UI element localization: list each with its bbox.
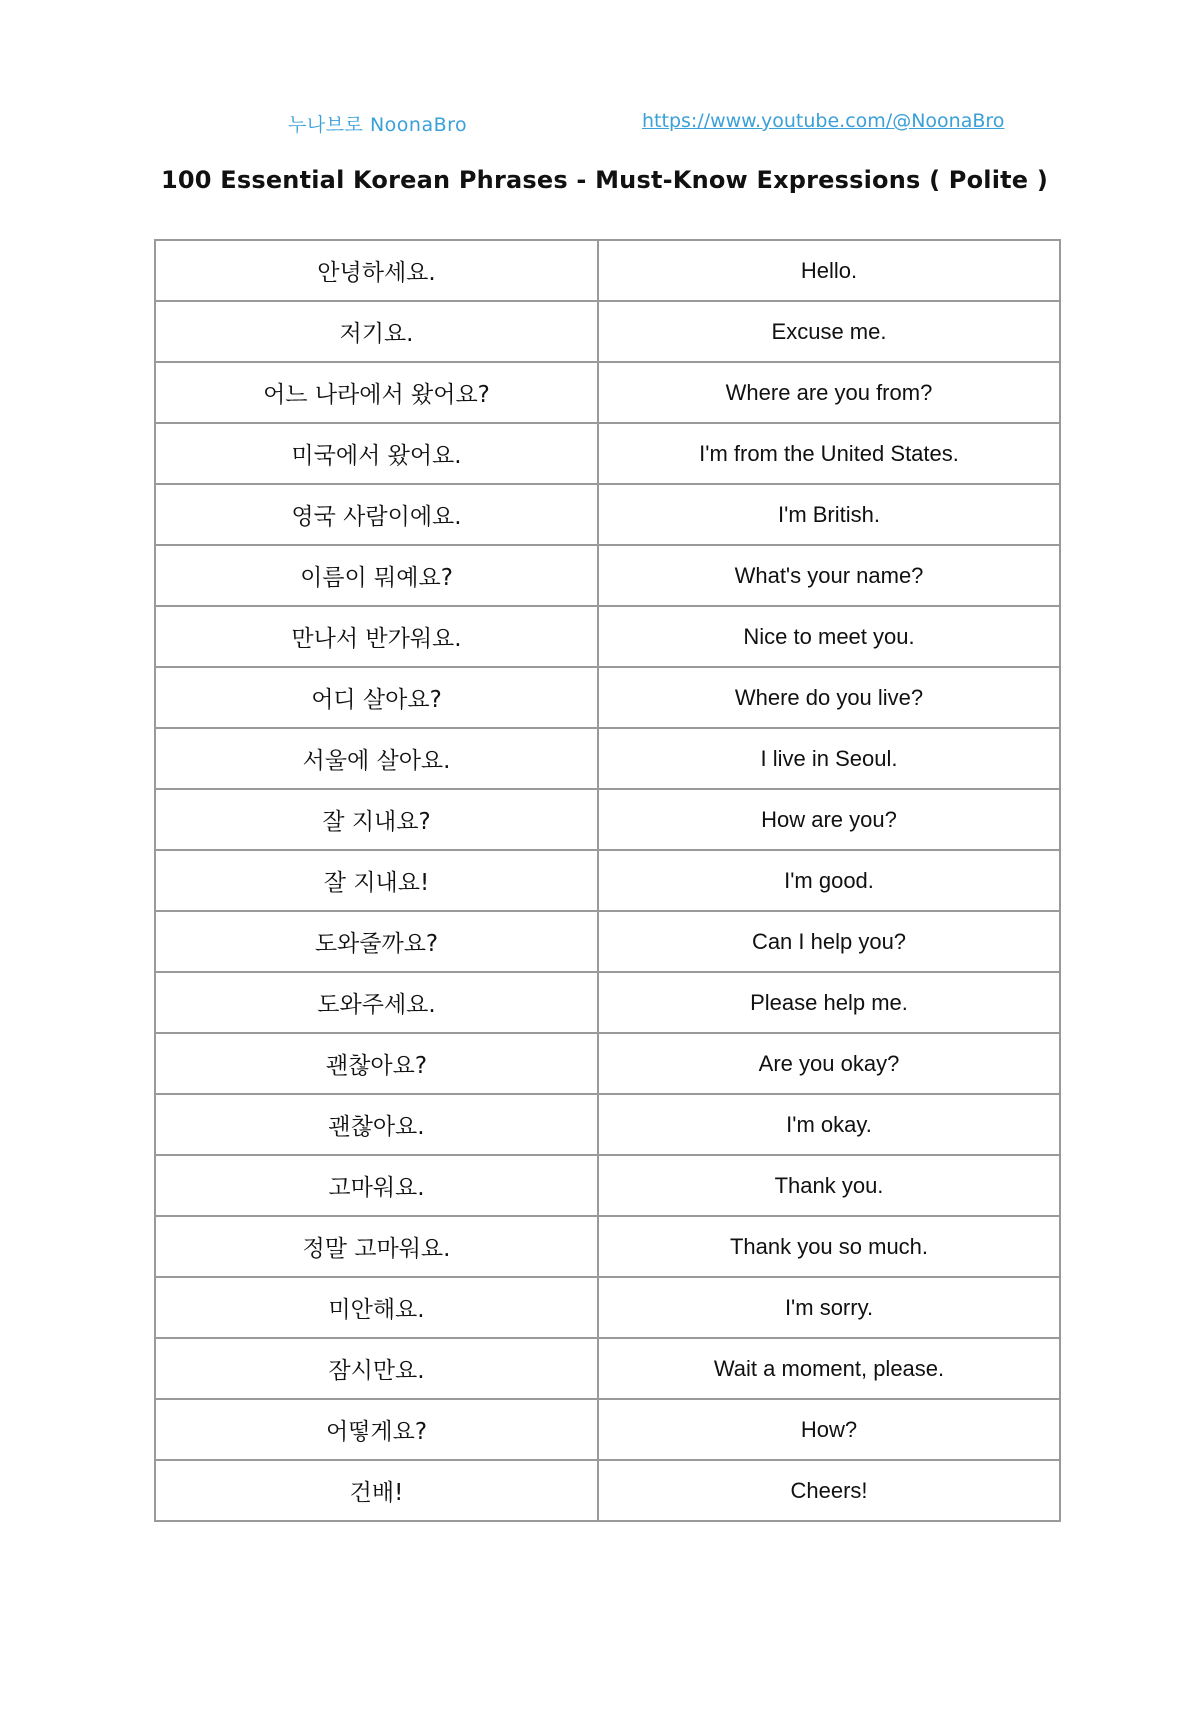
phrase-table xyxy=(154,239,1061,1522)
english-translation: I live in Seoul. xyxy=(598,728,1060,789)
korean-phrase: 잠시만요. xyxy=(155,1338,598,1399)
korean-phrase: 도와주세요. xyxy=(155,972,598,1033)
table-row xyxy=(155,1094,1060,1155)
table-row xyxy=(155,1399,1060,1460)
phrase-table-body xyxy=(155,240,1060,1521)
english-translation: I'm British. xyxy=(598,484,1060,545)
table-row xyxy=(155,1277,1060,1338)
table-row xyxy=(155,911,1060,972)
youtube-channel-link[interactable]: https://www.youtube.com/@NoonaBro xyxy=(642,110,1005,132)
english-translation: Can I help you? xyxy=(598,911,1060,972)
korean-phrase: 안녕하세요. xyxy=(155,240,598,301)
english-translation: What's your name? xyxy=(598,545,1060,606)
table-row xyxy=(155,972,1060,1033)
korean-phrase: 저기요. xyxy=(155,301,598,362)
english-translation: How are you? xyxy=(598,789,1060,850)
english-translation: Where are you from? xyxy=(598,362,1060,423)
korean-phrase: 미국에서 왔어요. xyxy=(155,423,598,484)
english-translation: Please help me. xyxy=(598,972,1060,1033)
table-row xyxy=(155,301,1060,362)
english-translation: Are you okay? xyxy=(598,1033,1060,1094)
korean-phrase: 도와줄까요? xyxy=(155,911,598,972)
english-translation: Thank you. xyxy=(598,1155,1060,1216)
korean-phrase: 잘 지내요? xyxy=(155,789,598,850)
table-row xyxy=(155,1460,1060,1521)
table-row xyxy=(155,850,1060,911)
page-header xyxy=(0,110,1200,140)
english-translation: Wait a moment, please. xyxy=(598,1338,1060,1399)
page-title: 100 Essential Korean Phrases - Must-Know Expressions ( Polite ) xyxy=(161,166,1048,194)
table-row xyxy=(155,667,1060,728)
korean-phrase: 어디 살아요? xyxy=(155,667,598,728)
english-translation: I'm okay. xyxy=(598,1094,1060,1155)
korean-phrase: 어느 나라에서 왔어요? xyxy=(155,362,598,423)
brand-name: 누나브로 NoonaBro xyxy=(288,114,468,136)
korean-phrase: 정말 고마워요. xyxy=(155,1216,598,1277)
korean-phrase: 고마워요. xyxy=(155,1155,598,1216)
table-row xyxy=(155,423,1060,484)
korean-phrase: 괜찮아요. xyxy=(155,1094,598,1155)
english-translation: How? xyxy=(598,1399,1060,1460)
table-row xyxy=(155,1033,1060,1094)
korean-phrase: 서울에 살아요. xyxy=(155,728,598,789)
korean-phrase: 잘 지내요! xyxy=(155,850,598,911)
table-row xyxy=(155,728,1060,789)
korean-phrase: 괜찮아요? xyxy=(155,1033,598,1094)
english-translation: Excuse me. xyxy=(598,301,1060,362)
table-row xyxy=(155,606,1060,667)
korean-phrase: 건배! xyxy=(155,1460,598,1521)
table-row xyxy=(155,789,1060,850)
korean-phrase: 미안해요. xyxy=(155,1277,598,1338)
table-row xyxy=(155,545,1060,606)
korean-phrase: 영국 사람이에요. xyxy=(155,484,598,545)
korean-phrase: 이름이 뭐예요? xyxy=(155,545,598,606)
english-translation: Where do you live? xyxy=(598,667,1060,728)
table-row xyxy=(155,1155,1060,1216)
korean-phrase: 만나서 반가워요. xyxy=(155,606,598,667)
table-row xyxy=(155,1216,1060,1277)
english-translation: I'm good. xyxy=(598,850,1060,911)
english-translation: I'm from the United States. xyxy=(598,423,1060,484)
table-row xyxy=(155,362,1060,423)
english-translation: Nice to meet you. xyxy=(598,606,1060,667)
korean-phrase: 어떻게요? xyxy=(155,1399,598,1460)
english-translation: Cheers! xyxy=(598,1460,1060,1521)
table-row xyxy=(155,484,1060,545)
table-row xyxy=(155,1338,1060,1399)
english-translation: Hello. xyxy=(598,240,1060,301)
english-translation: I'm sorry. xyxy=(598,1277,1060,1338)
english-translation: Thank you so much. xyxy=(598,1216,1060,1277)
table-row xyxy=(155,240,1060,301)
